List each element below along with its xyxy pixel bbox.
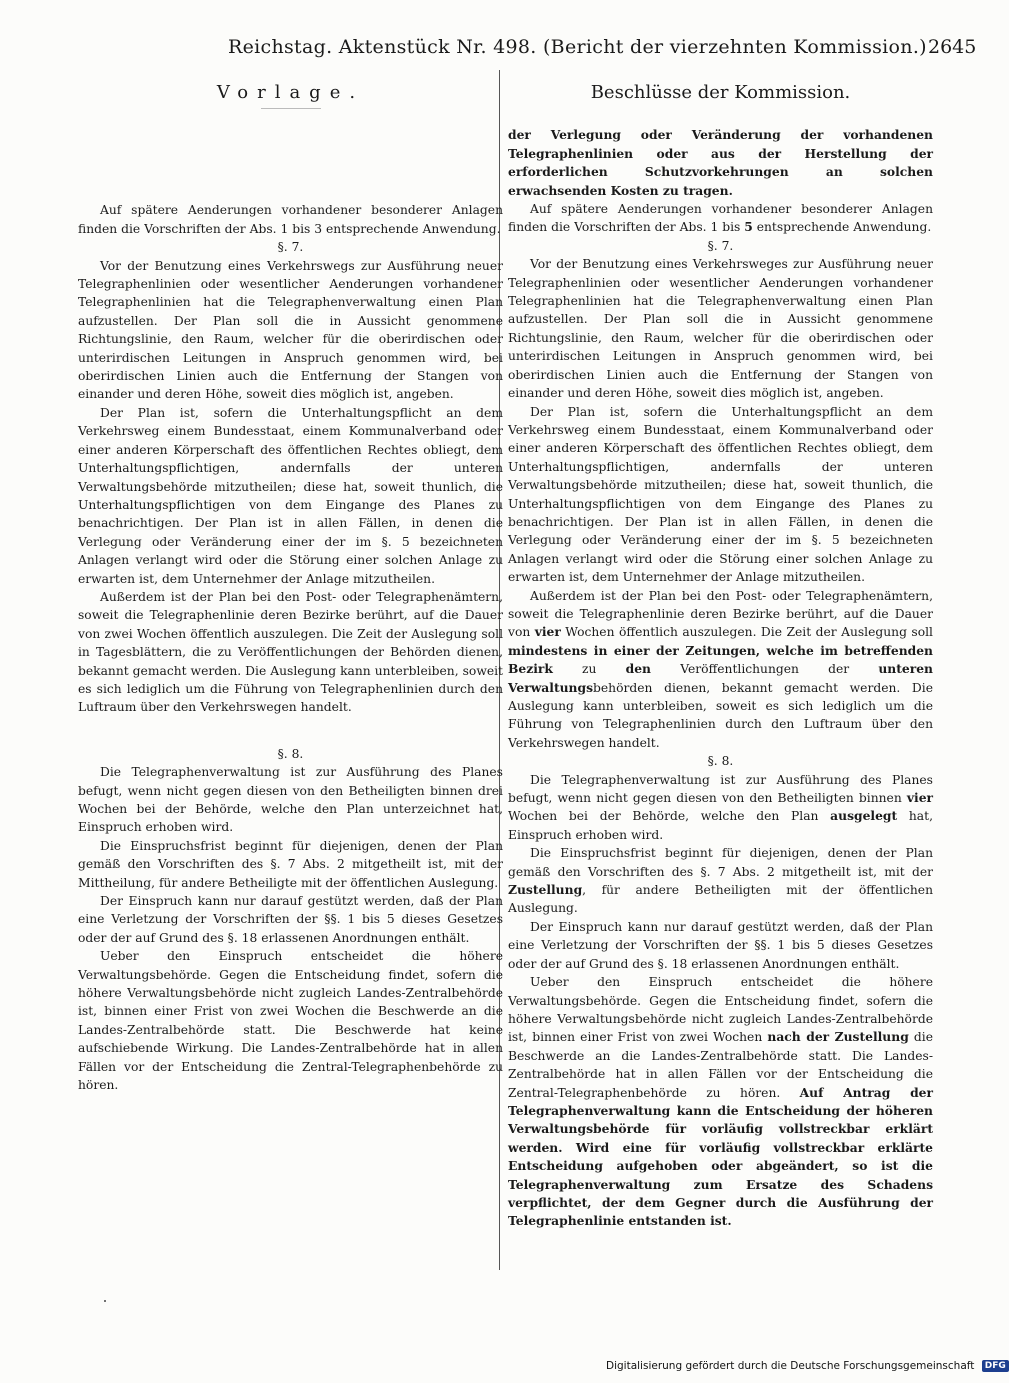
right-intro-paragraph: Auf spätere Aenderungen vorhandener besonderer Anlagen finden die Vorschriften der Abs. 1 bis 5 entsprechende Anwendung.	[508, 202, 933, 235]
right-section-8-heading: §. 8.	[707, 754, 734, 769]
right-s7-paragraph-2: Der Plan ist, sofern die Unterhaltungspflicht an dem Verkehrsweg einem Bundesstaat, einem Kommunalverband oder einer anderen Körperschaft des öffentlichen Rechtes obliegt, dem Unterhaltungspflichtigen, andernfalls der unteren Verwaltungsbehörde mitzutheilen; diese hat, soweit thunlich, die Unterhaltungspflichtigen von dem Eingange des Planes zu benachrichtigen. Der Plan ist in allen Fällen, in denen die Verlegung oder Veränderung einer der im §. 5 bezeichneten Anlagen verlangt wird oder die Störung einer solchen Anlage zu erwarten ist, dem Unternehmer der Anlage mitzutheilen.	[508, 404, 933, 585]
page-number: 2645	[928, 36, 977, 58]
left-s8-paragraph-2: Die Einspruchsfrist beginnt für diejenigen, denen der Plan gemäß den Vorschriften des §. 7 Abs. 2 mitgetheilt ist, mit der Mittheilung, für andere Betheiligte mit der öffentlichen Auslegung.	[78, 838, 503, 890]
print-speck	[104, 1300, 106, 1302]
title-ornament	[261, 108, 321, 109]
left-s8-paragraph-1: Die Telegraphenverwaltung ist zur Ausführung des Planes befugt, wenn nicht gegen diesen von den Betheiligten binnen drei Wochen bei der Behörde, welche den Plan unterzeichnet hat, Einspruch erhoben wird.	[78, 765, 503, 835]
right-s8-paragraph-4: Ueber den Einspruch entscheidet die höhere Verwaltungsbehörde. Gegen die Entscheidung findet, sofern die höhere Verwaltungsbehörde nicht zugleich Landes-Zentralbehörde ist, binnen einer Frist von zwei Wochen nach der Zustellung die Beschwerde an die Landes-Zentralbehörde statt. Die Landes-Zentralbehörde hat in allen Fällen vor der Entscheidung die Zentral-Telegraphenbehörde zu hören. Auf Antrag der Telegraphenverwaltung kann die Entscheidung der höheren Verwaltungsbehörde für vorläufig vollstreckbar erklärt werden. Wird eine für vorläufig vollstreckbar erklärte Entscheidung aufgehoben oder abgeändert, so ist die Telegraphenverwaltung zum Ersatze des Schadens verpflichtet, der dem Gegner durch die Ausführung der Telegraphenlinie entstanden ist.	[508, 975, 934, 1229]
left-s7-paragraph-2: Der Plan ist, sofern die Unterhaltungspflicht an dem Verkehrsweg einem Bundesstaat, einem Kommunalverband oder einer anderen Körperschaft des öffentlichen Rechtes obliegt, dem Unterhaltungspflichtigen, andernfalls der unteren Verwaltungsbehörde mitzutheilen; diese hat, soweit thunlich, die Unterhaltungspflichtigen von dem Eingange des Planes zu benachrichtigen. Der Plan ist in allen Fällen, in denen die Verlegung oder Veränderung einer der im §. 5 bezeichneten Anlagen verlangt wird oder die Störung einer solchen Anlage zu erwarten ist, dem Unternehmer der Anlage mitzutheilen.	[78, 405, 503, 586]
left-column-title: Vorlage.	[216, 82, 365, 103]
left-column-vorlage	[78, 84, 503, 1095]
right-s8-paragraph-3: Der Einspruch kann nur darauf gestützt werden, daß der Plan eine Verletzung der Vorschriften der §§. 1 bis 5 dieses Gesetzes oder der auf Grund des §. 18 erlassenen Anordnungen enthält.	[508, 919, 933, 971]
right-column-title: Beschlüsse der Kommission.	[590, 82, 851, 103]
left-s7-paragraph-3: Außerdem ist der Plan bei den Post- oder Telegraphenämtern, soweit die Telegraphenlinie deren Bezirke berührt, auf die Dauer von zwei Wochen öffentlich auszulegen. Die Zeit der Auslegung soll in Tagesblättern, die zu Veröffentlichungen der Behörden dienen, bekannt gemacht werden. Die Auslegung kann unterbleiben, soweit es sich lediglich um die Führung von Telegraphenlinien durch den Luftraum über den Verkehrswegen handelt.	[78, 589, 503, 715]
left-s7-paragraph-1: Vor der Benutzung eines Verkehrswegs zur Ausführung neuer Telegraphenlinien oder wesentlicher Aenderungen vorhandener Telegraphenlinien hat die Telegraphenverwaltung einen Plan aufzustellen. Der Plan soll die in Aussicht genommene Richtungslinie, den Raum, welcher für die oberirdischen oder unterirdischen Leitungen in Anspruch genommen wird, bei oberirdischen Linien auch die Entfernung der Stangen von einander und deren Höhe, soweit dies möglich ist, angeben.	[78, 258, 503, 402]
left-section-8-heading: §. 8.	[277, 746, 304, 761]
right-s8-paragraph-1: Die Telegraphenverwaltung ist zur Ausführung des Planes befugt, wenn nicht gegen diesen von den Betheiligten binnen vier Wochen bei der Behörde, welche den Plan ausgelegt hat, Einspruch erhoben wird.	[508, 772, 933, 842]
right-s7-paragraph-1: Vor der Benutzung eines Verkehrsweges zur Ausführung neuer Telegraphenlinien oder wesentlicher Aenderungen vorhandener Telegraphenlinien hat die Telegraphenverwaltung einen Plan aufzustellen. Der Plan soll die in Aussicht genommene Richtungslinie, den Raum, welcher für die oberirdischen oder unterirdischen Leitungen in Anspruch genommen wird, bei oberirdischen Linien auch die Entfernung der Stangen von einander und deren Höhe, soweit dies möglich ist, angeben.	[508, 257, 933, 401]
funding-note: Digitalisierung gefördert durch die Deutsche Forschungsgemeinschaft	[606, 1360, 975, 1372]
left-s8-paragraph-3: Der Einspruch kann nur darauf gestützt werden, daß der Plan eine Verletzung der Vorschriften der §§. 1 bis 5 dieses Gesetzes oder der auf Grund des §. 18 erlassenen Anordnungen enthält.	[78, 894, 503, 945]
running-head: Reichstag. Aktenstück Nr. 498. (Bericht der vierzehnten Kommission.)	[228, 36, 927, 58]
right-section-7-heading: §. 7.	[707, 238, 734, 253]
left-intro-paragraph: Auf spätere Aenderungen vorhandener besonderer Anlagen finden die Vorschriften der Abs. 1 bis 3 entsprechende Anwendung.	[78, 203, 503, 236]
page-header	[0, 0, 1000, 70]
right-intro-bold: der Verlegung oder Veränderung der vorhandenen Telegraphenlinien oder aus der Herstellung der erforderlichen Schutzvorkehrungen an solchen erwachsenden Kosten zu tragen.	[508, 127, 933, 198]
dfg-logo-icon: DFG	[982, 1360, 1009, 1372]
left-s8-paragraph-4: Ueber den Einspruch entscheidet die höhere Verwaltungsbehörde. Gegen die Entscheidung findet, sofern die höhere Verwaltungsbehörde nicht zugleich Landes-Zentralbehörde ist, binnen einer Frist von zwei Wochen die Beschwerde an die Landes-Zentralbehörde statt. Die Beschwerde hat keine aufschiebende Wirkung. Die Landes-Zentralbehörde hat in allen Fällen vor der Entscheidung die Zentral-Telegraphenbehörde zu hören.	[78, 949, 503, 1093]
right-column-beschluesse	[508, 84, 933, 1231]
left-section-7-heading: §. 7.	[277, 240, 304, 255]
digitization-footer	[606, 1360, 1006, 1376]
right-s7-paragraph-3: Außerdem ist der Plan bei den Post- oder Telegraphenämtern, soweit die Telegraphenlinie deren Bezirke berührt, auf die Dauer von vier Wochen öffentlich auszulegen. Die Zeit der Auslegung soll mindestens in einer der Zeitungen, welche im betreffenden Bezirk zu den Veröffentlichungen der unteren Verwaltungsbehörden dienen, bekannt gemacht werden. Die Auslegung kann unterbleiben, soweit es sich lediglich um die Führung von Telegraphenlinien durch den Luftraum über den Verkehrswegen handelt.	[508, 588, 933, 750]
right-s8-paragraph-2: Die Einspruchsfrist beginnt für diejenigen, denen der Plan gemäß den Vorschriften des §. 7 Abs. 2 mitgetheilt ist, mit der Zustellung, für andere Betheiligten mit der öffentlichen Auslegung.	[508, 846, 933, 916]
